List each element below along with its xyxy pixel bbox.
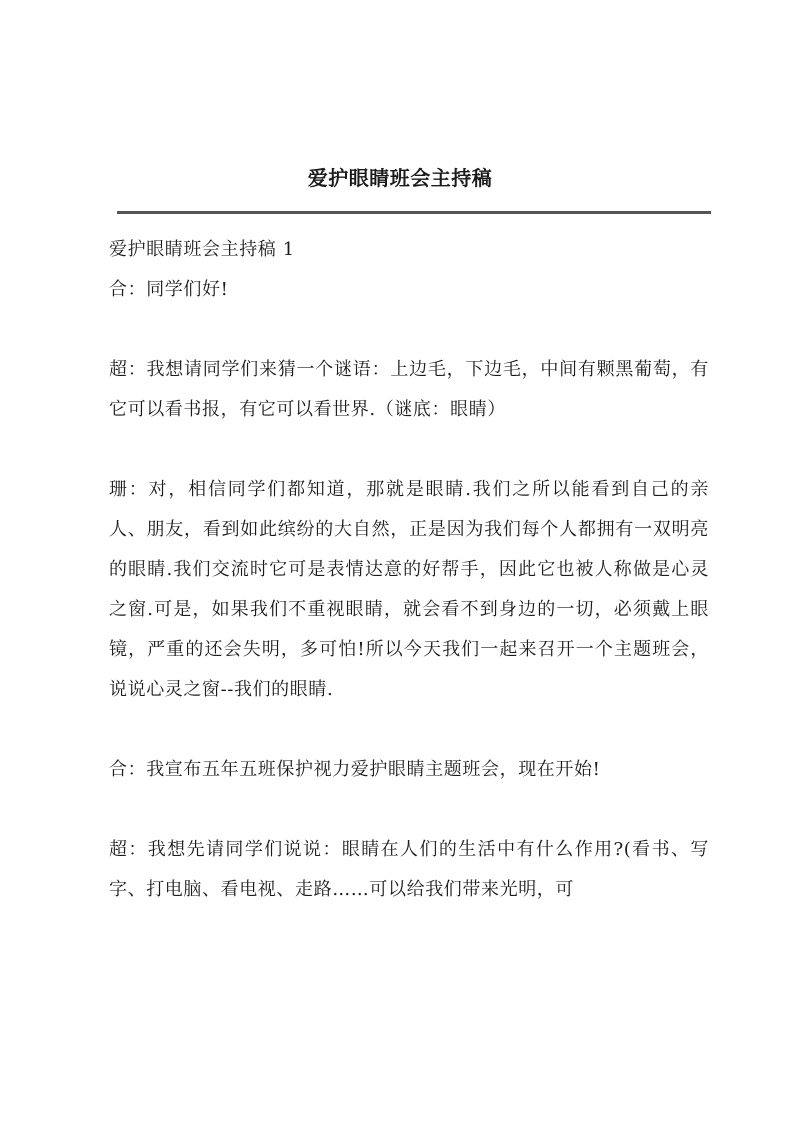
paragraph-question: 超：我想先请同学们说说：眼睛在人们的生活中有什么作用?(看书、写字、打电脑、看电视、走路……可以给我们带来光明，可 (109, 839, 709, 900)
paragraph-greeting: 合：同学们好! (109, 279, 229, 300)
paragraph-spacer (109, 790, 709, 830)
paragraph-eyes-intro: 珊：对，相信同学们都知道，那就是眼睛.我们之所以能看到自己的亲人、朋友，看到如此缤纷的大自然，正是因为我们每个人都拥有一双明亮的眼睛.我们交流时它可是表情达意的好帮手，因此它也被人称做是心灵之窗.可是，如果我们不重视眼睛，就会看不到身边的一切，必须戴上眼镜，严重的还会失明，多可怕!所以今天我们一起来召开一个主题班会，说说心灵之窗--我们的眼睛. (109, 479, 709, 700)
paragraph-spacer (109, 710, 709, 750)
paragraph-spacer (109, 430, 709, 470)
document-body (109, 230, 709, 910)
paragraph-riddle: 超：我想请同学们来猜一个谜语：上边毛，下边毛，中间有颗黑葡萄，有它可以看书报，有它可以看世界.（谜底：眼睛） (109, 359, 709, 420)
section-heading: 爱护眼睛班会主持稿 1 (109, 239, 295, 260)
title-divider (117, 211, 711, 214)
paragraph-announcement: 合：我宣布五年五班保护视力爱护眼睛主题班会，现在开始! (109, 759, 601, 780)
paragraph-spacer (109, 310, 709, 350)
document-title: 爱护眼睛班会主持稿 (307, 166, 493, 190)
